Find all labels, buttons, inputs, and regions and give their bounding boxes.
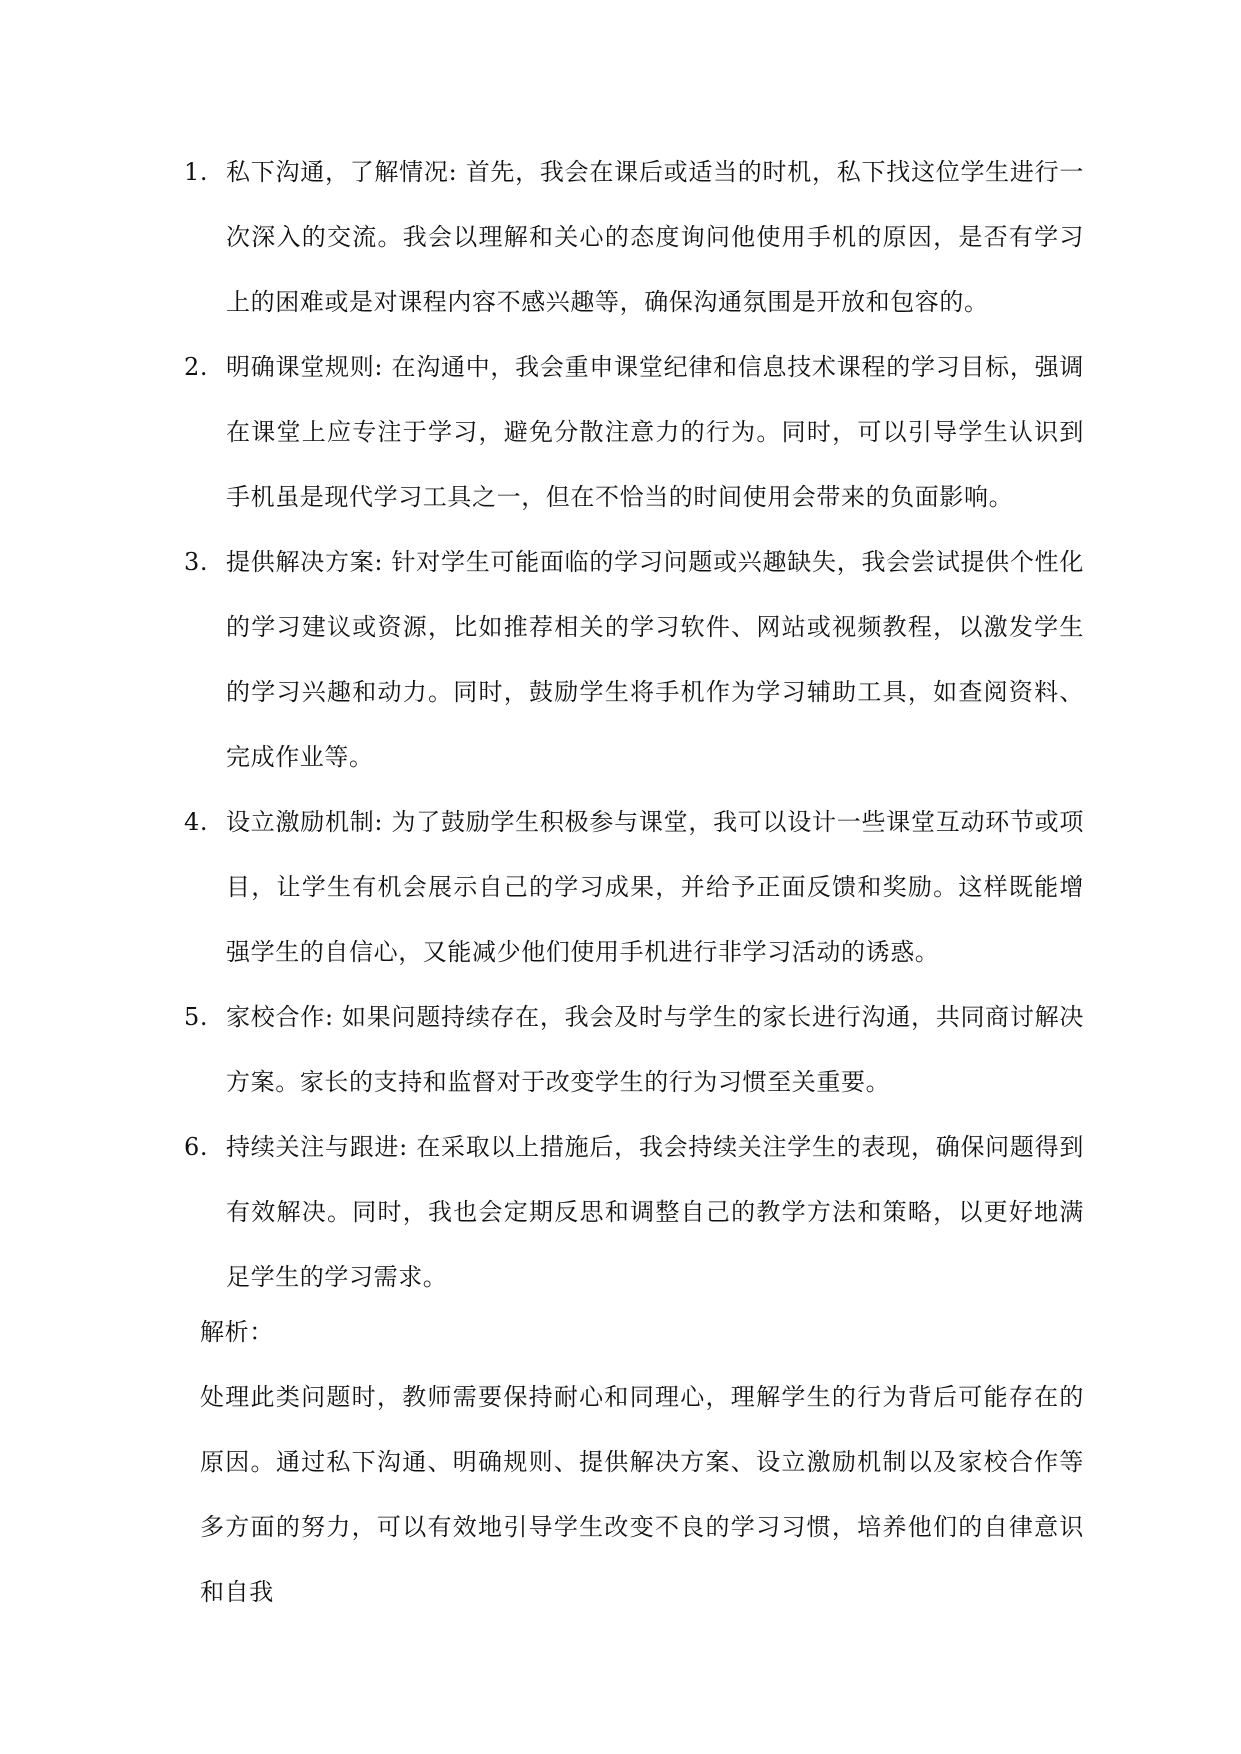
list-item-text: 设立激励机制: 为了鼓励学生积极参与课堂，我可以设计一些课堂互动环节或项目，让学生有机会展示自己的学习成果，并给予正面反馈和奖励。这样既能增强学生的自信心，又能减少他们使用手机进行非学习活动的诱惑。 <box>226 808 1084 966</box>
list-item <box>184 1115 1084 1310</box>
list-item <box>184 790 1084 985</box>
list-item <box>184 530 1084 790</box>
list-item-text: 私下沟通，了解情况: 首先，我会在课后或适当的时机，私下找这位学生进行一次深入的交流。我会以理解和关心的态度询问他使用手机的原因，是否有学习上的困难或是对课程内容不感兴趣等，确保沟通氛围是开放和包容的。 <box>226 158 1084 316</box>
list-item-text: 提供解决方案: 针对学生可能面临的学习问题或兴趣缺失，我会尝试提供个性化的学习建议或资源，比如推荐相关的学习软件、网站或视频教程，以激发学生的学习兴趣和动力。同时，鼓励学生将手机作为学习辅助工具，如查阅资料、完成作业等。 <box>226 548 1084 771</box>
list-item-number: 5. <box>184 1003 209 1031</box>
list-item <box>184 335 1084 530</box>
list-item-number: 6. <box>184 1133 209 1161</box>
list-item <box>184 140 1084 335</box>
list-item-text: 持续关注与跟进: 在采取以上措施后，我会持续关注学生的表现，确保问题得到有效解决。同时，我也会定期反思和调整自己的教学方法和策略，以更好地满足学生的学习需求。 <box>226 1133 1084 1291</box>
list-item-text: 家校合作: 如果问题持续存在，我会及时与学生的家长进行沟通，共同商讨解决方案。家长的支持和监督对于改变学生的行为习惯至关重要。 <box>226 1003 1084 1096</box>
list-item-number: 4. <box>184 808 209 836</box>
measures-list <box>184 140 1084 1310</box>
list-item <box>184 985 1084 1115</box>
analysis-heading: 解析： <box>200 1318 274 1346</box>
list-item-number: 1. <box>184 158 209 186</box>
analysis-paragraph: 处理此类问题时，教师需要保持耐心和同理心，理解学生的行为背后可能存在的原因。通过私下沟通、明确规则、提供解决方案、设立激励机制以及家校合作等多方面的努力，可以有效地引导学生改变不良的学习习惯，培养他们的自律意识和自我 <box>200 1383 1084 1606</box>
list-item-number: 2. <box>184 353 209 381</box>
list-item-number: 3. <box>184 548 209 576</box>
list-item-text: 明确课堂规则: 在沟通中，我会重申课堂纪律和信息技术课程的学习目标，强调在课堂上应专注于学习，避免分散注意力的行为。同时，可以引导学生认识到手机虽是现代学习工具之一，但在不恰当的时间使用会带来的负面影响。 <box>226 353 1084 511</box>
